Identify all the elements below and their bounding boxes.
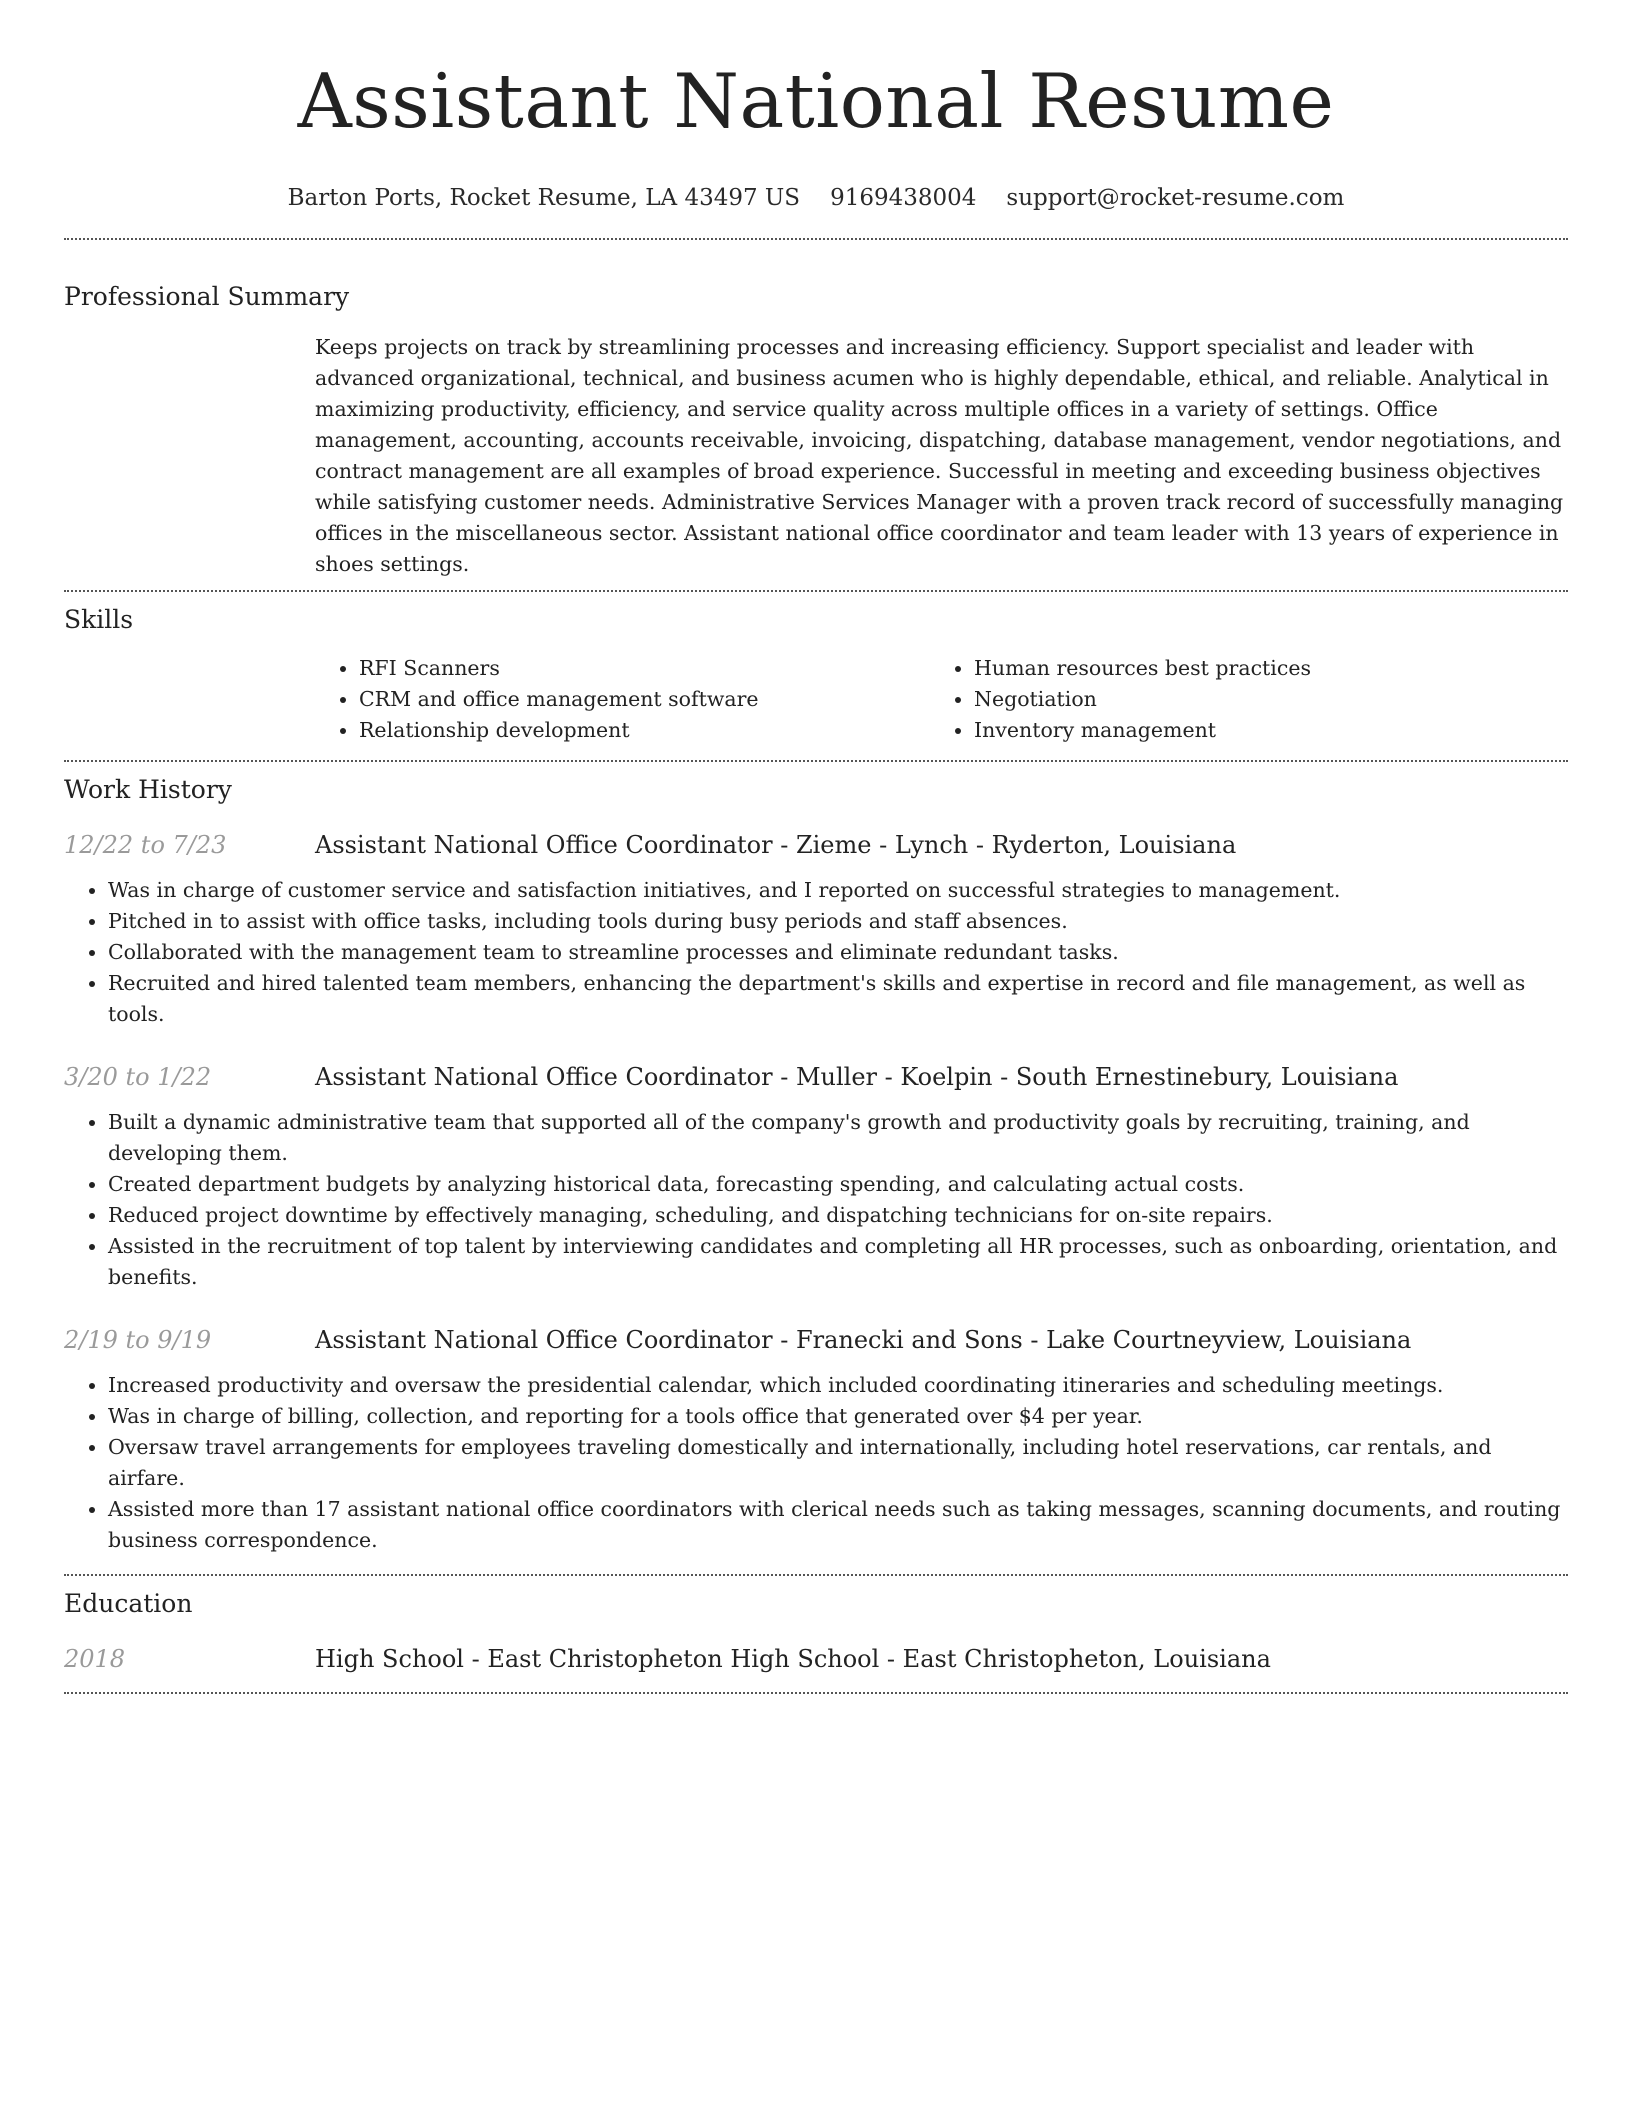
job-bullet: • Assisted in the recruitment of top talent by interviewing candidates and completing all HR processes, such as onboarding, orientation, and benefits. [108, 1231, 1568, 1293]
job-title: Assistant National Office Coordinator - Franecki and Sons - Lake Courtneyview, Louisiana [315, 1326, 1412, 1354]
education-divider [64, 1692, 1568, 1694]
job-bullets [64, 875, 1568, 1030]
education-title-line: High School - East Christopheton High School - East Christopheton, Louisiana [315, 1645, 1271, 1673]
job-header [64, 1323, 1568, 1357]
skill-item: • CRM and office management software [359, 684, 930, 715]
job-title: Assistant National Office Coordinator - Zieme - Lynch - Ryderton, Louisiana [315, 831, 1237, 859]
education-entry [64, 1642, 1568, 1676]
contact-address: Barton Ports, Rocket Resume, LA 43497 US [287, 185, 801, 211]
education-title: Education [64, 1589, 193, 1618]
job-bullet: • Pitched in to assist with office tasks, including tools during busy periods and staff absences. [108, 906, 1568, 937]
job-bullets [64, 1370, 1568, 1556]
work-divider [64, 1574, 1568, 1576]
job-dates: 2/19 to 9/19 [64, 1326, 212, 1354]
skills-column-left [315, 653, 930, 746]
skill-item: • Negotiation [974, 684, 1450, 715]
skills-column-right [930, 653, 1450, 746]
contact-line [64, 182, 1568, 214]
job-title: Assistant National Office Coordinator - Muller - Koelpin - South Ernestinebury, Louisiana [315, 1063, 1399, 1091]
summary-title: Professional Summary [64, 282, 350, 311]
job-bullet: • Collaborated with the management team to streamline processes and eliminate redundant tasks. [108, 937, 1568, 968]
job-bullets [64, 1107, 1568, 1293]
job-bullet: • Was in charge of billing, collection, and reporting for a tools office that generated over $4 per year. [108, 1401, 1568, 1432]
job-header [64, 1060, 1568, 1094]
job-bullet: • Increased productivity and oversaw the presidential calendar, which included coordinating itineraries and scheduling meetings. [108, 1370, 1568, 1401]
job-dates: 3/20 to 1/22 [64, 1063, 212, 1091]
education-date: 2018 [64, 1645, 126, 1673]
contact-email: support@rocket-resume.com [1006, 185, 1345, 211]
work-title: Work History [64, 775, 232, 804]
skill-item: • Inventory management [974, 715, 1450, 746]
skills-title: Skills [64, 605, 134, 634]
skills-divider [64, 760, 1568, 762]
skill-item: • Human resources best practices [974, 653, 1450, 684]
header-divider [64, 238, 1568, 240]
job-dates: 12/22 to 7/23 [64, 831, 227, 859]
summary-divider [64, 590, 1568, 592]
resume-name: Assistant National Resume [297, 57, 1335, 145]
job-bullet: • Created department budgets by analyzing historical data, forecasting spending, and calculating actual costs. [108, 1169, 1568, 1200]
job-bullet: • Assisted more than 17 assistant national office coordinators with clerical needs such as taking messages, scanning documents, and routing business correspondence. [108, 1494, 1568, 1556]
skill-item: • Relationship development [359, 715, 930, 746]
job-bullet: • Built a dynamic administrative team that supported all of the company's growth and productivity goals by recruiting, training, and developing them. [108, 1107, 1568, 1169]
skills-list [315, 653, 1568, 746]
job-header [64, 828, 1568, 862]
job-bullet: • Reduced project downtime by effectively managing, scheduling, and dispatching technicians for on-site repairs. [108, 1200, 1568, 1231]
job-bullet: • Recruited and hired talented team members, enhancing the department's skills and expertise in record and file management, as well as tools. [108, 968, 1568, 1030]
skill-item: • RFI Scanners [359, 653, 930, 684]
job-bullet: • Oversaw travel arrangements for employees traveling domestically and internationally, including hotel reservations, car rentals, and airfare. [108, 1432, 1568, 1494]
job-bullet: • Was in charge of customer service and satisfaction initiatives, and I reported on successful strategies to management. [108, 875, 1568, 906]
contact-phone: 9169438004 [830, 185, 977, 211]
summary-text: Keeps projects on track by streamlining processes and increasing efficiency. Support specialist and leader with advanced organizational, technical, and business acumen who is highly dependable, ethical, and reliable. Analytical in maximizing productivity, efficiency, and service quality across multiple offices in a variety of settings. Office management, accounting, accounts receivable, invoicing, dispatching, database management, vendor negotiations, and contract management are all examples of broad experience. Successful in meeting and exceeding business objectives while satisfying customer needs. Administrative Services Manager with a proven track record of successfully managing offices in the miscellaneous sector. Assistant national office coordinator and team leader with 13 years of experience in shoes settings. [315, 335, 1564, 576]
